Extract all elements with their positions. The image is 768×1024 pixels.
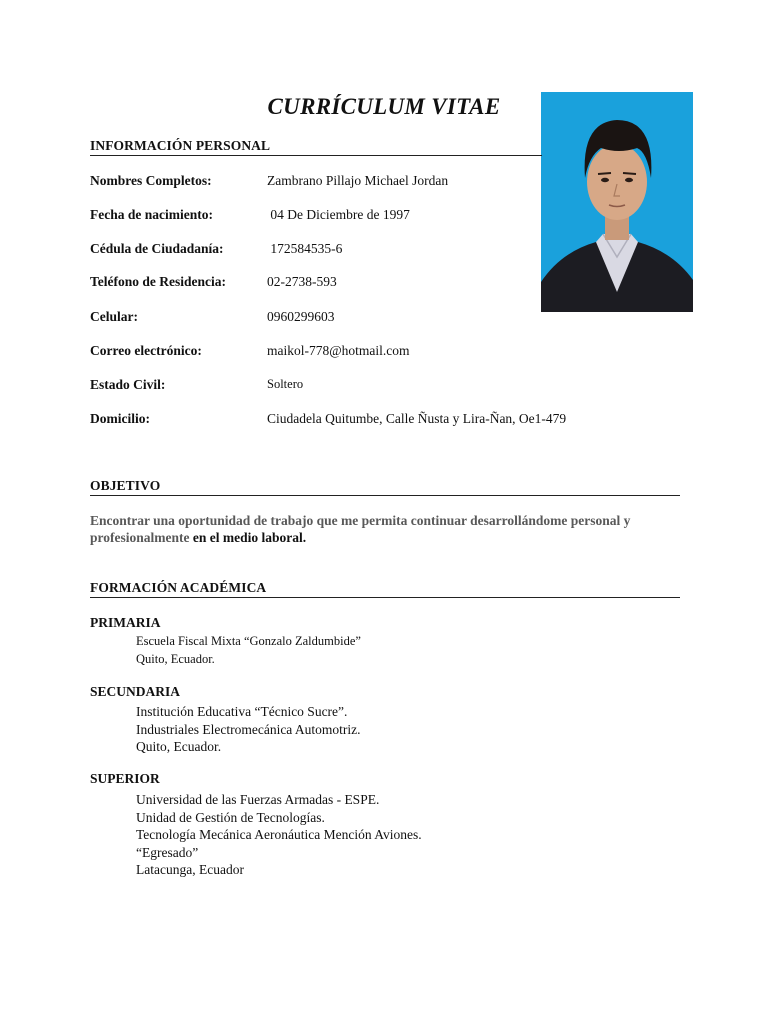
list-item: Escuela Fiscal Mixta “Gonzalo Zaldumbide” [136,634,361,648]
objective-text [90,512,685,546]
education-level-secondary: SECUNDARIA [90,684,181,699]
birth-date-label: Fecha de nacimiento: [90,207,213,222]
list-item: Quito, Ecuador. [136,651,215,666]
marital-status-value: Soltero [267,377,304,391]
address-label: Domicilio: [90,411,150,426]
list-item: “Egresado” [136,844,199,860]
education-level-higher: SUPERIOR [90,771,160,786]
education-heading: FORMACIÓN ACADÉMICA [90,580,267,595]
personal-info-divider [90,155,542,156]
list-item: Tecnología Mecánica Aeronáutica Mención Aviones. [136,827,422,842]
email-value: maikol-778@hotmail.com [267,343,410,358]
portrait-photo-icon [541,92,693,312]
mobile-value: 0960299603 [267,309,335,324]
personal-info-heading: INFORMACIÓN PERSONAL [90,138,271,153]
document-title: CURRÍCULUM VITAE [267,94,501,119]
home-phone-value: 02-2738-593 [267,274,337,289]
education-level-primary: PRIMARIA [90,615,161,630]
address-value: Ciudadela Quitumbe, Calle Ñusta y Lira-Ñan, Oe1-479 [267,411,567,426]
list-item: Universidad de las Fuerzas Armadas - ESPE. [136,792,380,807]
portrait-photo [541,92,693,312]
marital-status-label: Estado Civil: [90,377,166,392]
objective-text-end: en el medio laboral. [189,530,307,545]
list-item: Quito, Ecuador. [136,739,222,754]
birth-date-value: 04 De Diciembre de 1997 [267,207,410,222]
education-higher-details [136,791,422,879]
full-name-value: Zambrano Pillajo Michael Jordan [267,173,449,188]
id-card-value: 172584535-6 [267,241,343,256]
full-name-label: Nombres Completos: [90,173,212,188]
list-item: Industriales Electromecánica Automotriz. [136,721,361,737]
home-phone-label: Teléfono de Residencia: [90,274,226,289]
email-label: Correo electrónico: [90,343,202,358]
education-divider [90,597,680,598]
list-item: Latacunga, Ecuador [136,862,244,877]
education-secondary-details [136,703,361,756]
objective-text-main: Encontrar una oportunidad de trabajo que me permita continuar desarrollándome personal y profesionalmente [90,513,631,545]
objective-divider [90,495,680,496]
mobile-label: Celular: [90,309,138,324]
id-card-label: Cédula de Ciudadanía: [90,241,224,256]
list-item: Institución Educativa “Técnico Sucre”. [136,704,348,719]
list-item: Unidad de Gestión de Tecnologías. [136,809,325,825]
objective-heading: OBJETIVO [90,478,161,493]
education-primary-details [136,633,361,668]
